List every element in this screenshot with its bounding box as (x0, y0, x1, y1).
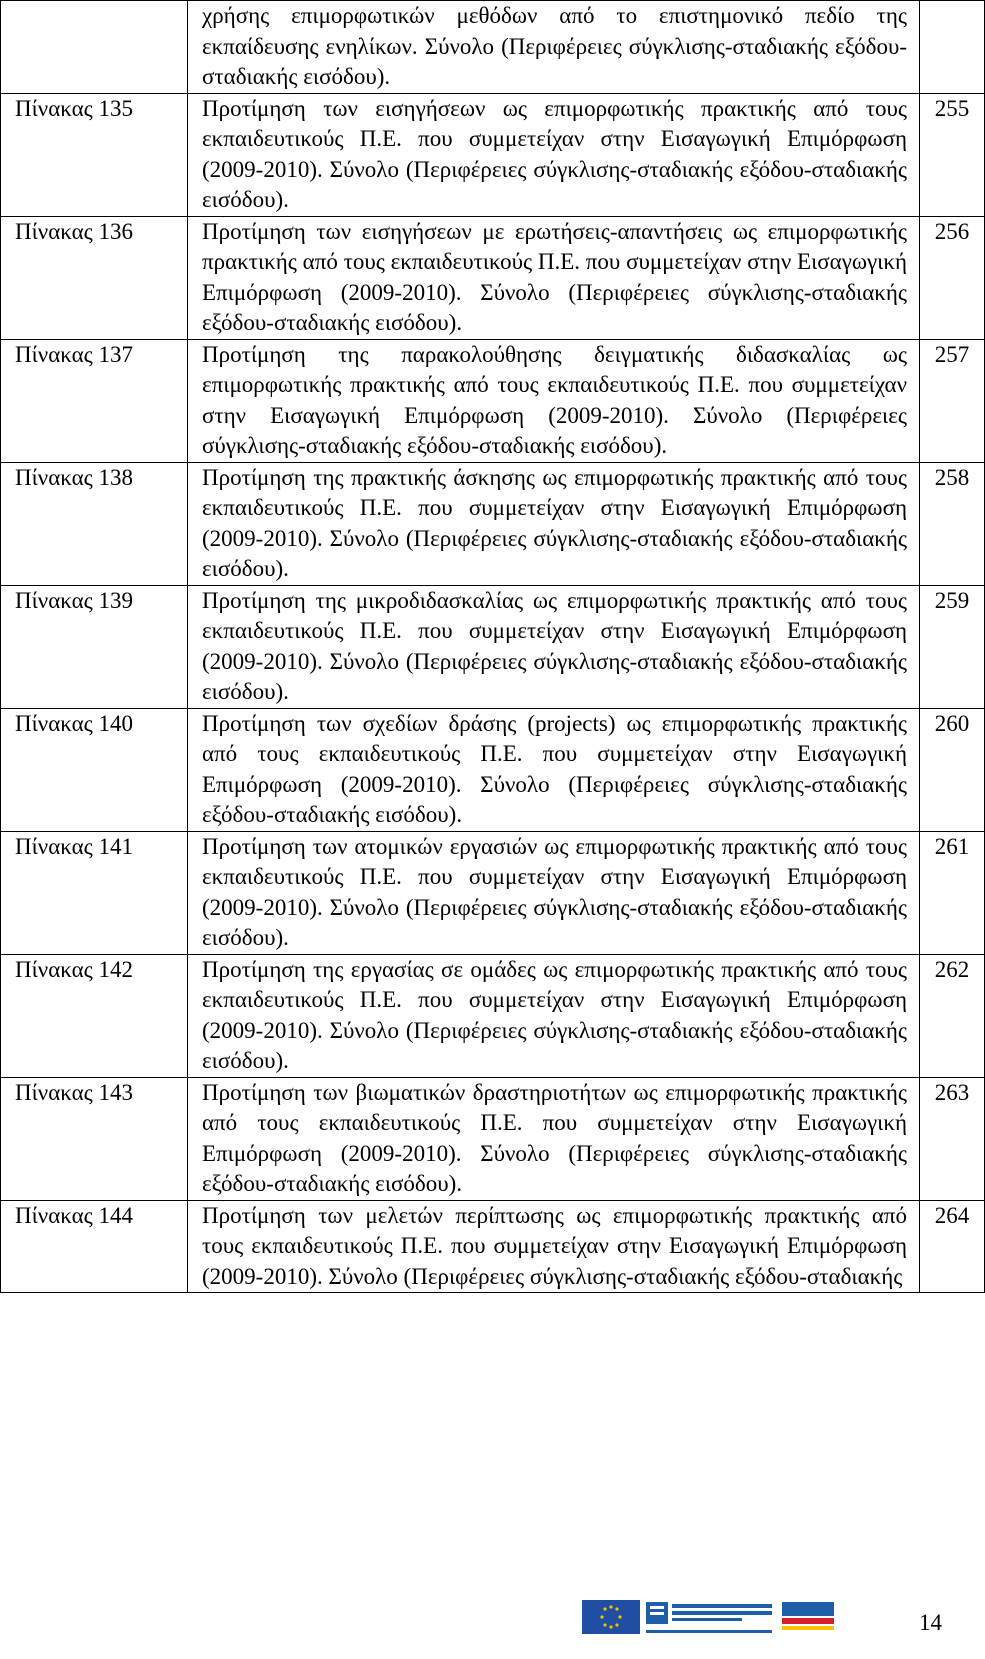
table-page-cell (920, 1, 985, 94)
table-row (1, 585, 985, 708)
table-label-cell: Πίνακας 139 (1, 585, 188, 708)
table-label-cell: Πίνακας 144 (1, 1200, 188, 1293)
table-description-cell: Προτίμηση των ατομικών εργασιών ως επιμορφωτικής πρακτικής από τους εκπαιδευτικούς Π.Ε. που συμμετείχαν στην Εισαγωγική Επιμόρφωση (2009-2010). Σύνολο (Περιφέρειες σύγκλισης-σταδιακής εξόδου-σταδιακής εισόδου). (188, 831, 920, 954)
table-page-cell: 256 (920, 216, 985, 339)
table-row (1, 339, 985, 462)
table-description-cell: χρήσης επιμορφωτικών μεθόδων από το επιστημονικό πεδίο της εκπαίδευσης ενηλίκων. Σύνολο (Περιφέρειες σύγκλισης-σταδιακής εξόδου-σταδιακής εισόδου). (188, 1, 920, 94)
program-logo (646, 1600, 776, 1642)
eu-flag-logo (582, 1600, 640, 1642)
table-row (1, 708, 985, 831)
table-description-cell: Προτίμηση των εισηγήσεων ως επιμορφωτικής πρακτικής από τους εκπαιδευτικούς Π.Ε. που συμμετείχαν στην Εισαγωγική Επιμόρφωση (2009-2010). Σύνολο (Περιφέρειες σύγκλισης-σταδιακής εξόδου-σταδιακής εισόδου). (188, 93, 920, 216)
page-number: 14 (919, 1610, 942, 1635)
table-page-cell: 257 (920, 339, 985, 462)
table-description-cell: Προτίμηση της εργασίας σε ομάδες ως επιμορφωτικής πρακτικής από τους εκπαιδευτικούς Π.Ε. που συμμετείχαν στην Εισαγωγική Επιμόρφωση (2009-2010). Σύνολο (Περιφέρειες σύγκλισης-σταδιακής εξόδου-σταδιακής εισόδου). (188, 954, 920, 1077)
funding-logos (582, 1600, 830, 1644)
table-label-cell: Πίνακας 142 (1, 954, 188, 1077)
table-row (1, 216, 985, 339)
table-row (1, 1200, 985, 1293)
table-description-cell: Προτίμηση της πρακτικής άσκησης ως επιμορφωτικής πρακτικής από τους εκπαιδευτικούς Π.Ε. που συμμετείχαν στην Εισαγωγική Επιμόρφωση (2009-2010). Σύνολο (Περιφέρειες σύγκλισης-σταδιακής εξόδου-σταδιακής εισόδου). (188, 462, 920, 585)
table-description-cell: Προτίμηση των εισηγήσεων με ερωτήσεις-απαντήσεις ως επιμορφωτικής πρακτικής από τους εκπαιδευτικούς Π.Ε. που συμμετείχαν στην Εισαγωγική Επιμόρφωση (2009-2010). Σύνολο (Περιφέρειες σύγκλισης-σταδιακής εξόδου-σταδιακής εισόδου). (188, 216, 920, 339)
table-label-cell: Πίνακας 143 (1, 1077, 188, 1200)
table-label-cell: Πίνακας 135 (1, 93, 188, 216)
table-page-cell: 264 (920, 1200, 985, 1293)
table-page-cell: 255 (920, 93, 985, 216)
table-label-cell: Πίνακας 141 (1, 831, 188, 954)
contents-table-body (1, 1, 985, 1293)
page-footer (0, 1600, 960, 1659)
table-row (1, 93, 985, 216)
table-page-cell: 261 (920, 831, 985, 954)
table-label-cell: Πίνακας 136 (1, 216, 188, 339)
table-row (1, 1, 985, 94)
table-description-cell: Προτίμηση των σχεδίων δράσης (projects) ως επιμορφωτικής πρακτικής από τους εκπαιδευτικούς Π.Ε. που συμμετείχαν στην Εισαγωγική Επιμόρφωση (2009-2010). Σύνολο (Περιφέρειες σύγκλισης-σταδιακής εξόδου-σταδιακής εισόδου). (188, 708, 920, 831)
table-row (1, 954, 985, 1077)
table-row (1, 1077, 985, 1200)
table-page-cell: 263 (920, 1077, 985, 1200)
table-row (1, 831, 985, 954)
table-description-cell: Προτίμηση της παρακολούθησης δειγματικής διδασκαλίας ως επιμορφωτικής πρακτικής από τους εκπαιδευτικούς Π.Ε. που συμμετείχαν στην Εισαγωγική Επιμόρφωση (2009-2010). Σύνολο (Περιφέρειες σύγκλισης-σταδιακής εξόδου-σταδιακής εισόδου). (188, 339, 920, 462)
table-label-cell (1, 1, 188, 94)
espa-logo (782, 1600, 834, 1642)
table-label-cell: Πίνακας 137 (1, 339, 188, 462)
table-description-cell: Προτίμηση της μικροδιδασκαλίας ως επιμορφωτικής πρακτικής από τους εκπαιδευτικούς Π.Ε. που συμμετείχαν στην Εισαγωγική Επιμόρφωση (2009-2010). Σύνολο (Περιφέρειες σύγκλισης-σταδιακής εξόδου-σταδιακής εισόδου). (188, 585, 920, 708)
table-label-cell: Πίνακας 140 (1, 708, 188, 831)
table-page-cell: 259 (920, 585, 985, 708)
table-description-cell: Προτίμηση των μελετών περίπτωσης ως επιμορφωτικής πρακτικής από τους εκπαιδευτικούς Π.Ε. που συμμετείχαν στην Εισαγωγική Επιμόρφωση (2009-2010). Σύνολο (Περιφέρειες σύγκλισης-σταδιακής εξόδου-σταδιακής (188, 1200, 920, 1293)
table-page-cell: 260 (920, 708, 985, 831)
table-page-cell: 258 (920, 462, 985, 585)
table-description-cell: Προτίμηση των βιωματικών δραστηριοτήτων ως επιμορφωτικής πρακτικής από τους εκπαιδευτικούς Π.Ε. που συμμετείχαν στην Εισαγωγική Επιμόρφωση (2009-2010). Σύνολο (Περιφέρειες σύγκλισης-σταδιακής εξόδου-σταδιακής εισόδου). (188, 1077, 920, 1200)
table-row (1, 462, 985, 585)
table-page-cell: 262 (920, 954, 985, 1077)
table-label-cell: Πίνακας 138 (1, 462, 188, 585)
